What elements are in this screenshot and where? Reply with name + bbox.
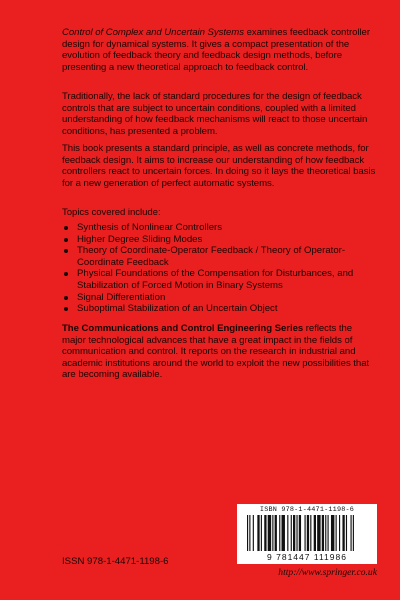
barcode-digits: 9 781447 111986: [267, 552, 347, 562]
barcode-bar: [279, 515, 280, 551]
book-title: Control of Complex and Uncertain Systems: [62, 27, 244, 38]
barcode-bar: [342, 515, 344, 551]
bullet-icon: [64, 307, 68, 311]
barcode-bar: [253, 515, 254, 551]
topics-list: [62, 222, 378, 315]
list-item: [62, 234, 378, 246]
description-paragraph-2: Traditionally, the lack of standard procedures for the design of feedback controls that are subject to uncertain conditions, coupled with a limited understanding of how feedback mechanisms will react to those uncertain conditions, has presented a problem.: [62, 91, 368, 137]
barcode-bar: [351, 515, 352, 551]
barcode-bar: [336, 515, 337, 551]
series-text: reflects the major technological advances that have a great impact in the fields of communication and control. It reports on the research in industrial and academic institutions around the world to exploit the new possibilities that are becoming available.: [62, 323, 370, 381]
list-item: [62, 245, 378, 268]
barcode-bar: [305, 515, 306, 551]
barcode-bar: [328, 515, 329, 551]
barcode-bar: [249, 515, 250, 551]
barcode-bar: [331, 515, 334, 551]
bullet-icon: [64, 249, 68, 253]
barcode-bar: [322, 515, 324, 551]
bullet-icon: [64, 296, 68, 300]
topic-label: Synthesis of Nonlinear Controllers: [77, 222, 223, 233]
list-item: [62, 268, 378, 291]
bullet-icon: [64, 272, 68, 276]
barcode-bar: [307, 515, 309, 551]
barcode-bar: [353, 515, 354, 551]
topic-label: Theory of Coordinate-Operator Feedback / Theory of Operator-Coordinate Feedback: [77, 245, 346, 268]
barcode-bar: [325, 515, 326, 551]
topic-label: Higher Degree Sliding Modes: [77, 233, 203, 245]
topic-label: Physical Foundations of the Compensation for Disturbances, and Stabilization of Forced Motion in Binary Systems: [77, 268, 354, 291]
description-text: examines feedback controller design for dynamical systems. It gives a compact presentation of the evolution of feedback theory and feedback design methods, before presenting a new theoretical approach to feedback control.: [62, 27, 370, 73]
barcode-bar: [275, 515, 277, 551]
barcode: [237, 504, 377, 564]
barcode-bar: [257, 515, 259, 551]
barcode-bar: [293, 515, 295, 551]
description-paragraph-1: [62, 27, 378, 73]
barcode-bar: [296, 515, 297, 551]
barcode-bar: [268, 515, 271, 551]
topics-heading: Topics covered include:: [62, 207, 161, 218]
topic-label: Signal Differentiation: [77, 291, 166, 303]
list-item: [62, 222, 378, 234]
series-name: The Communications and Control Engineering Series: [62, 323, 304, 334]
description-paragraph-3: This book presents a standard principle, as well as concrete methods, for feedback design. It aims to increase our understanding of how feedback controllers react to uncertain forces. In doing so it lays the theoretical basis for a new generation of perfect automatic systems.: [62, 143, 376, 189]
topic-label: Suboptimal Stabilization of an Uncertain Object: [77, 303, 278, 315]
issn-label: ISSN 978-1-4471-1198-6: [62, 556, 169, 567]
list-item: [62, 292, 378, 304]
barcode-bar: [282, 515, 285, 551]
barcode-bar: [291, 515, 292, 551]
barcode-bar: [346, 515, 347, 551]
barcode-bars: [245, 515, 369, 551]
barcode-bar: [339, 515, 340, 551]
series-paragraph: [62, 323, 378, 381]
barcode-bar: [314, 515, 316, 551]
barcode-isbn-label: ISBN 978-1-4471-1198-6: [259, 506, 355, 514]
bullet-icon: [64, 238, 68, 242]
barcode-bar: [261, 515, 262, 551]
barcode-bar: [310, 515, 311, 551]
publisher-url: http://www.springer.co.uk: [278, 567, 377, 578]
barcode-bar: [247, 515, 248, 551]
barcode-bar: [299, 515, 301, 551]
barcode-bar: [264, 515, 266, 551]
barcode-bar: [272, 515, 273, 551]
bullet-icon: [64, 226, 68, 230]
list-item: [62, 303, 378, 315]
barcode-bar: [317, 515, 320, 551]
barcode-bar: [287, 515, 288, 551]
